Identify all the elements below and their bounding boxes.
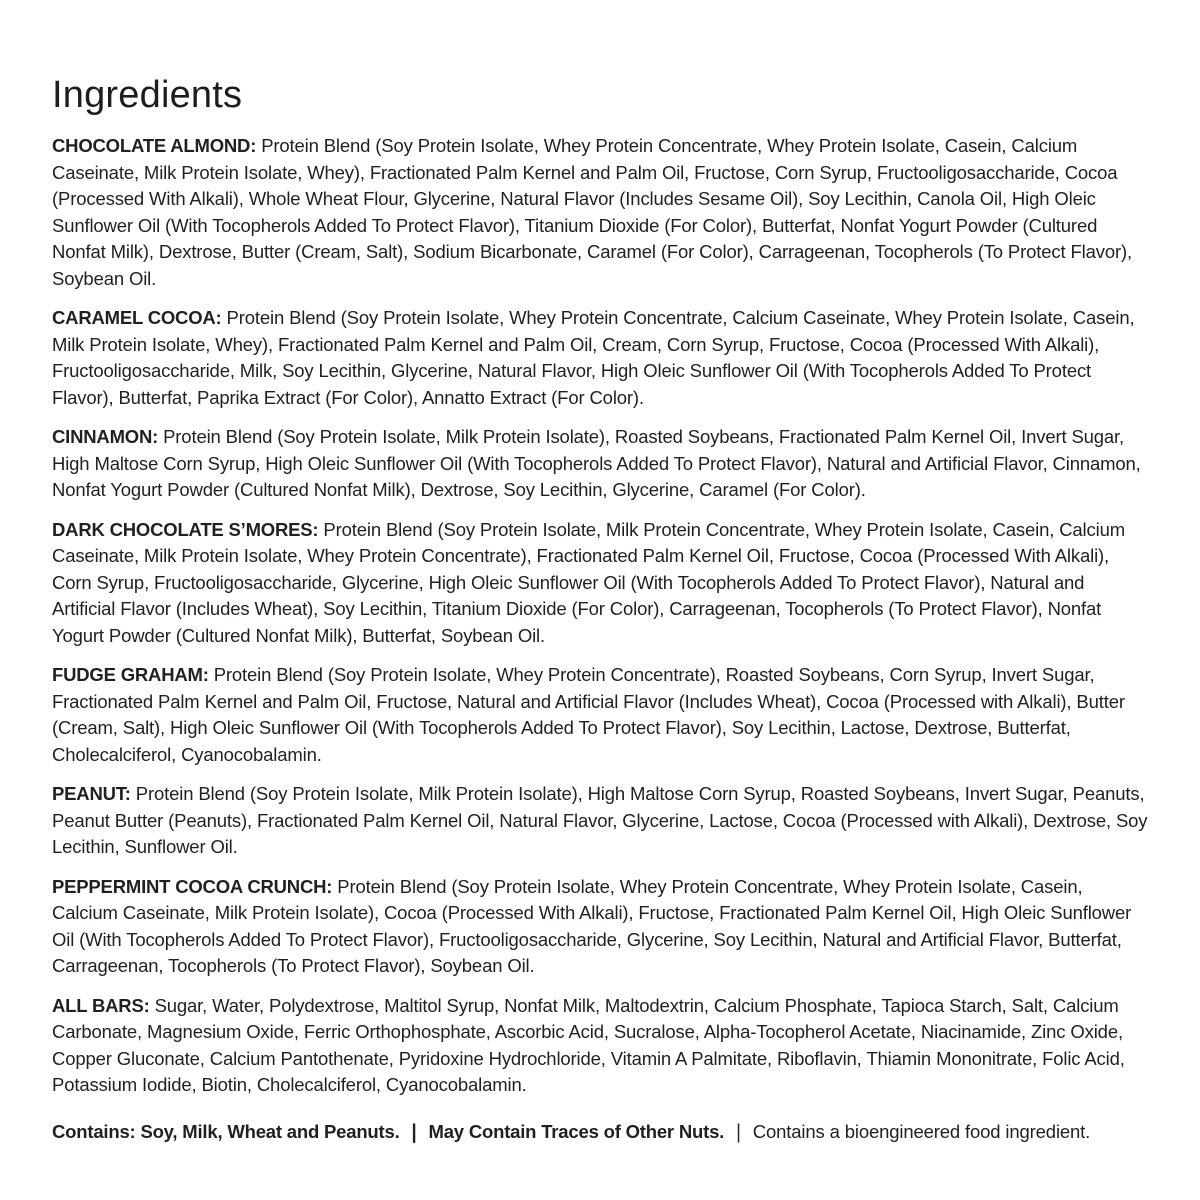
separator-bar-icon: |: [411, 1119, 417, 1143]
flavor-name-label: CARAMEL COCOA:: [52, 307, 222, 328]
ingredient-list-text: Protein Blend (Soy Protein Isolate, Whey Protein Concentrate), Roasted Soybeans, Corn Syrup, Invert Sugar, Fractionated Palm Kernel and Palm Oil, Fructose, Natural and Artificial Flavor (Includes Wheat), Cocoa (Processed with Alkali), Butter (Cream, Salt), High Oleic Sunflower Oil (With Tocopherols Added To Protect Flavor), Soy Lecithin, Lactose, Dextrose, Butterfat, Cholecalciferol, Cyanocobalamin.: [52, 664, 1125, 765]
page-title: Ingredients: [52, 74, 243, 116]
ingredient-paragraph: [52, 662, 1150, 768]
ingredient-paragraph: [52, 305, 1150, 411]
ingredient-list-text: Protein Blend (Soy Protein Isolate, Whey Protein Concentrate, Calcium Caseinate, Whey Protein Isolate, Casein, Milk Protein Isolate, Whey), Fractionated Palm Kernel and Palm Oil, Cream, Corn Syrup, Fructose, Cocoa (Processed With Alkali), Fructooligosaccharide, Milk, Soy Lecithin, Glycerine, Natural Flavor, High Oleic Sunflower Oil (With Tocopherols Added To Protect Flavor), Butterfat, Paprika Extract (For Color), Annatto Extract (For Color).: [52, 307, 1135, 408]
flavor-name-label: PEPPERMINT COCOA CRUNCH:: [52, 875, 333, 897]
ingredient-paragraph: [52, 133, 1150, 292]
flavor-name-label: CINNAMON:: [52, 426, 159, 447]
flavor-name-label: FUDGE GRAHAM:: [52, 664, 209, 685]
flavor-name-label: ALL BARS:: [52, 994, 150, 1016]
ingredient-list-text: Protein Blend (Soy Protein Isolate, Milk Protein Isolate), High Maltose Corn Syrup, Roasted Soybeans, Invert Sugar, Peanuts, Peanut Butter (Peanuts), Fractionated Palm Kernel Oil, Natural Flavor, Glycerine, Lactose, Cocoa (Processed with Alkali), Dextrose, Soy Lecithin, Sunflower Oil.: [52, 783, 1148, 857]
contains-allergens-text: Contains: Soy, Milk, Wheat and Peanuts.: [52, 1120, 400, 1142]
flavor-name-label: PEANUT:: [52, 783, 131, 804]
flavor-name-label: CHOCOLATE ALMOND:: [52, 135, 257, 156]
ingredient-paragraph: [52, 781, 1150, 861]
traces-text: May Contain Traces of Other Nuts.: [428, 1120, 725, 1142]
ingredient-list-text: Protein Blend (Soy Protein Isolate, Milk Protein Isolate), Roasted Soybeans, Fractionated Palm Kernel Oil, Invert Sugar, High Maltose Corn Syrup, High Oleic Sunflower Oil (With Tocopherols Added To Protect Flavor), Natural and Artificial Flavor, Cinnamon, Nonfat Yogurt Powder (Cultured Nonfat Milk), Dextrose, Soy Lecithin, Glycerine, Caramel (For Color).: [52, 426, 1141, 500]
ingredient-list-text: Protein Blend (Soy Protein Isolate, Whey Protein Concentrate, Whey Protein Isolate, Casein, Calcium Caseinate, Milk Protein Isolate), Cocoa (Processed With Alkali), Fructose, Fractionated Palm Kernel Oil, High Oleic Sunflower Oil (With Tocopherols Added To Protect Flavor), Fructooligosaccharide, Glycerine, Soy Lecithin, Natural and Artificial Flavor, Butterfat, Carrageenan, Tocopherols (To Protect Flavor), Soybean Oil.: [52, 875, 1132, 976]
ingredient-paragraph: [52, 993, 1150, 1099]
flavor-name-label: DARK CHOCOLATE S’MORES:: [52, 518, 319, 540]
ingredient-list-text: Protein Blend (Soy Protein Isolate, Whey Protein Concentrate, Whey Protein Isolate, Casein, Calcium Caseinate, Milk Protein Isolate, Whey), Fractionated Palm Kernel and Palm Oil, Fructose, Corn Syrup, Fructooligosaccharide, Cocoa (Processed With Alkali), Whole Wheat Flour, Glycerine, Natural Flavor (Includes Sesame Oil), Soy Lecithin, Canola Oil, High Oleic Sunflower Oil (With Tocopherols Added To Protect Flavor), Titanium Dioxide (For Color), Butterfat, Nonfat Yogurt Powder (Cultured Nonfat Milk), Dextrose, Butter (Cream, Salt), Sodium Bicarbonate, Caramel (For Color), Carrageenan, Tocopherols (To Protect Flavor), Soybean Oil.: [52, 135, 1132, 289]
ingredient-sections: [52, 133, 1150, 1099]
ingredient-paragraph: [52, 424, 1150, 504]
separator-bar-icon: |: [736, 1119, 741, 1143]
bioengineered-text: Contains a bioengineered food ingredient.: [752, 1120, 1091, 1142]
ingredient-paragraph: [52, 874, 1150, 980]
ingredient-paragraph: [52, 517, 1150, 650]
ingredient-list-text: Protein Blend (Soy Protein Isolate, Milk Protein Concentrate, Whey Protein Isolate, Casein, Calcium Caseinate, Milk Protein Isolate, Whey Protein Concentrate), Fractionated Palm Kernel Oil, Fructose, Cocoa (Processed With Alkali), Corn Syrup, Fructooligosaccharide, Glycerine, High Oleic Sunflower Oil (With Tocopherols Added To Protect Flavor), Natural and Artificial Flavor (Includes Wheat), Soy Lecithin, Titanium Dioxide (For Color), Carrageenan, Tocopherols (To Protect Flavor), Nonfat Yogurt Powder (Cultured Nonfat Milk), Butterfat, Soybean Oil.: [52, 518, 1125, 646]
contains-statement: [52, 1119, 1150, 1146]
ingredient-list-text: Sugar, Water, Polydextrose, Maltitol Syrup, Nonfat Milk, Maltodextrin, Calcium Phosphate, Tapioca Starch, Salt, Calcium Carbonate, Magnesium Oxide, Ferric Orthophosphate, Ascorbic Acid, Sucralose, Alpha-Tocopherol Acetate, Niacinamide, Zinc Oxide, Copper Gluconate, Calcium Pantothenate, Pyridoxine Hydrochloride, Vitamin A Palmitate, Riboflavin, Thiamin Mononitrate, Folic Acid, Potassium Iodide, Biotin, Cholecalciferol, Cyanocobalamin.: [52, 994, 1125, 1095]
